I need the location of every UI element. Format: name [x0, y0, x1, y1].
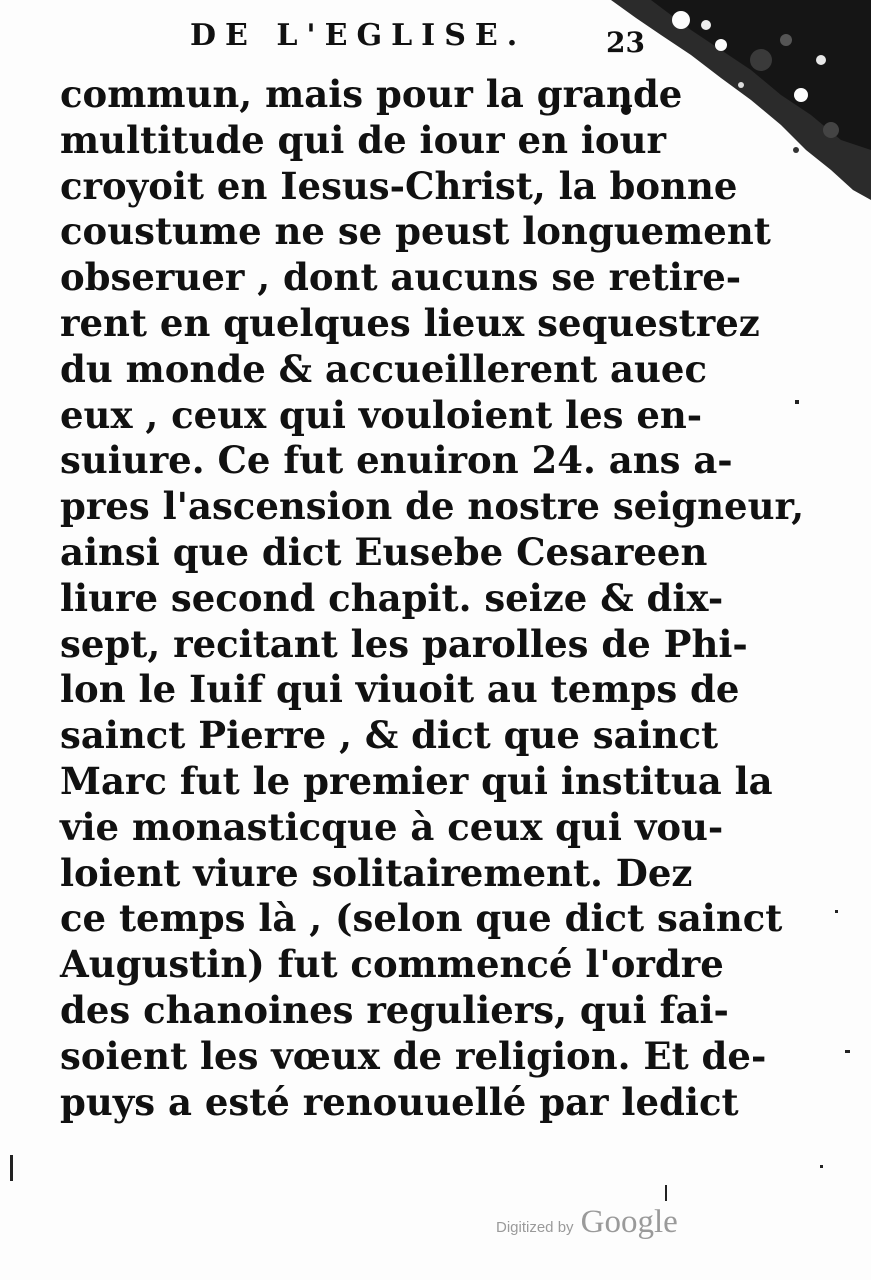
text-line: coustume ne se peust longuement	[60, 209, 771, 254]
text-line: lon le Iuif qui viuoit au temps de	[60, 667, 740, 712]
text-line: croyoit en Iesus-Christ, la bonne	[60, 163, 738, 208]
text-line: ainsi que dict Eusebe Cesareen	[60, 529, 708, 574]
text-line: obseruer , dont aucuns se retire-	[60, 255, 742, 300]
digitized-by-watermark	[496, 1204, 678, 1241]
text-line: ce temps là , (selon que dict sainct	[60, 896, 783, 941]
text-line: rent en quelques lieux sequestrez	[60, 300, 760, 345]
text-line: sept, recitant les parolles de Phi-	[60, 621, 748, 666]
text-line: soient les vœux de religion. Et de-	[60, 1033, 767, 1078]
running-title: DE L'EGLISE.	[190, 18, 527, 53]
google-logo: Google	[580, 1204, 678, 1240]
text-line: eux , ceux qui vouloient les en-	[60, 392, 703, 437]
text-line: sainct Pierre , & dict que sainct	[60, 713, 719, 758]
text-line: du monde & accueillerent auec	[60, 346, 707, 391]
text-line: vie monasticque à ceux qui vou-	[60, 804, 724, 849]
text-line: puys a esté renouuellé par ledict	[60, 1079, 739, 1124]
text-line: multitude qui de iour en iour	[60, 117, 667, 162]
body-text	[60, 72, 805, 1125]
text-line: suiure. Ce fut enuiron 24. ans a-	[60, 438, 733, 483]
text-line: liure second chapit. seize & dix-	[60, 575, 724, 620]
text-line: commun, mais pour la grande	[60, 72, 683, 116]
text-line: des chanoines reguliers, qui fai-	[60, 987, 729, 1032]
scan-speck	[820, 1165, 823, 1168]
text-line: Augustin) fut commencé l'ordre	[60, 942, 724, 987]
text-line: pres l'ascension de nostre seigneur,	[60, 484, 805, 529]
scan-speck	[835, 910, 838, 913]
text-line: loient viure solitairement. Dez	[60, 850, 693, 895]
scan-speck	[10, 1155, 13, 1181]
scan-speck	[795, 400, 799, 404]
scan-speck	[665, 1185, 667, 1201]
scan-speck	[845, 1050, 850, 1053]
text-line: Marc fut le premier qui institua la	[60, 758, 773, 803]
watermark-prefix: Digitized by	[496, 1219, 574, 1236]
page-number: 23	[606, 26, 645, 59]
